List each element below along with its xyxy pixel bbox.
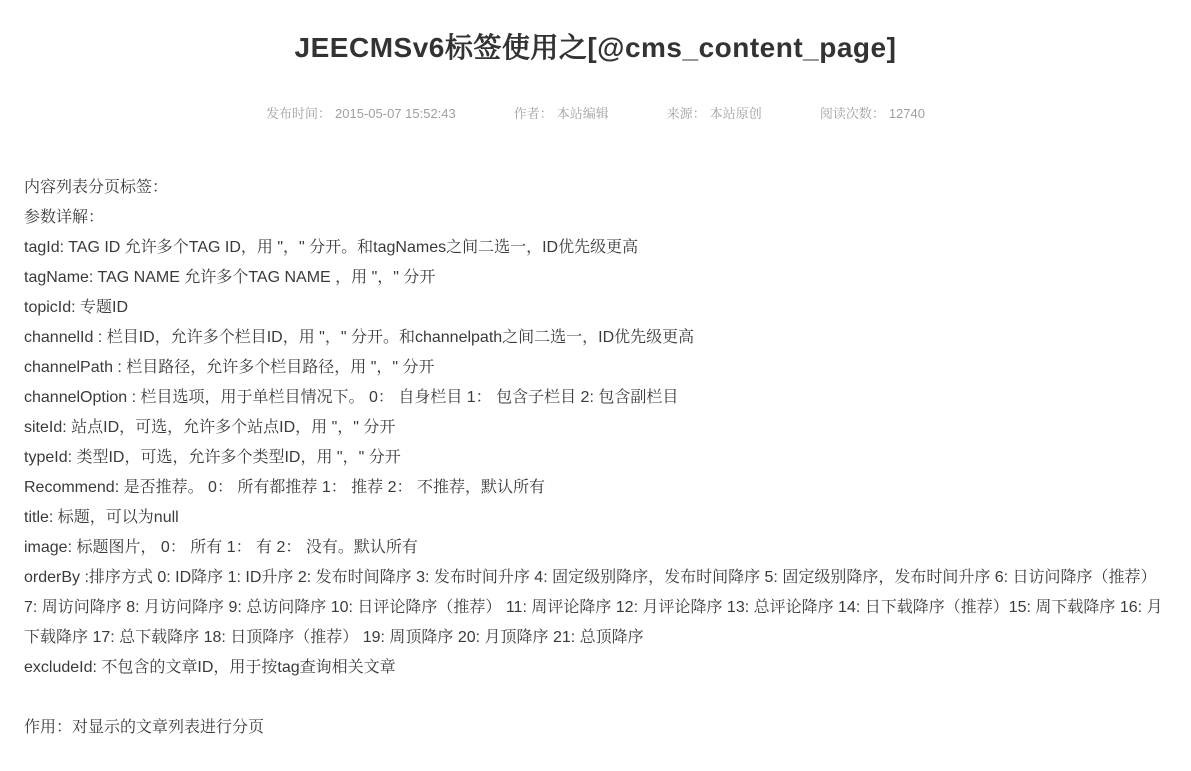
body-line: title: 标题，可以为null [24,509,179,526]
meta-publish-time-value: 2015-05-07 15:52:43 [335,106,456,121]
meta-source-label: 来源： [666,106,706,121]
article-page [0,32,1191,771]
body-line: 内容列表分页标签： [24,179,169,196]
body-line: channelOption : 栏目选项，用于单栏目情况下。 0： 自身栏目 1： 包含子栏目 2: 包含副栏目 [24,389,679,406]
meta-read-count [820,106,925,121]
body-line: siteId: 站点ID，可选，允许多个站点ID，用 "，" 分开 [24,419,396,436]
meta-author-value: 本站编辑 [556,106,609,121]
body-line: channelPath : 栏目路径，允许多个栏目路径，用 "，" 分开 [24,359,435,376]
page-title: JEECMSv6标签使用之[@cms_content_page] [294,32,897,63]
body-line: tagId: TAG ID 允许多个TAG ID，用 "，" 分开。和tagNames之间二选一，ID优先级更高 [24,239,639,256]
body-line: channelId : 栏目ID，允许多个栏目ID，用 "，" 分开。和channelpath之间二选一，ID优先级更高 [24,329,695,346]
body-line: image: 标题图片， 0： 所有 1： 有 2： 没有。默认所有 [24,539,418,556]
body-line: Recommend: 是否推荐。 0： 所有都推荐 1： 推荐 2： 不推荐，默认所有 [24,479,545,496]
meta-read-count-label: 阅读次数： [819,106,885,121]
body-line: tagName: TAG NAME 允许多个TAG NAME ，用 "，" 分开 [24,269,436,286]
body-line: topicId: 专题ID [24,299,129,316]
meta-source-value: 本站原创 [709,106,762,121]
body-line: excludeId: 不包含的文章ID，用于按tag查询相关文章 [24,659,396,676]
meta-author-label: 作者： [513,106,553,121]
meta-publish-time-label: 发布时间： [266,106,332,121]
body-line: 参数详解： [24,209,105,226]
body-line: orderBy :排序方式 0: ID降序 1: ID升序 2: 发布时间降序 3: 发布时间升序 4: 固定级别降序，发布时间降序 5: 固定级别降序，发布时间升序 6: 日访问降序（推荐）7: 周访问降序 8: 月访问降序 9: 总访问降序 10: 日评论降序（推荐） 11: 周评论降序 12: 月评论降序 13: 总评论降序 14: 日下载降序（推荐）15: 周下载降序 16: 月下载降序 17: 总下载降序 18: 日顶降序（推荐） 19: 周顶降序 20: 月顶降序 21: 总顶降序 [24,569,1163,646]
meta-read-count-value: 12740 [888,106,925,121]
article-body [24,173,1167,743]
meta-publish-time [266,106,456,121]
body-line: 作用：对显示的文章列表进行分页 [24,719,265,736]
body-line: typeId: 类型ID，可选，允许多个类型ID，用 "，" 分开 [24,449,401,466]
article-meta [0,106,1191,121]
meta-author [514,106,609,121]
meta-source [667,106,762,121]
